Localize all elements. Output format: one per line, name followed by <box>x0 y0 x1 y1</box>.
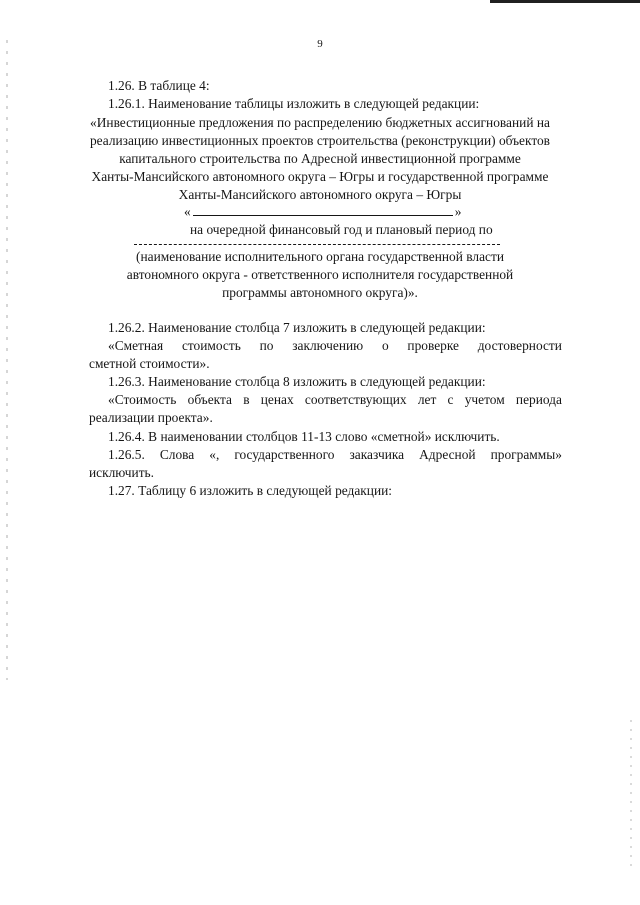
scan-artifact-left <box>6 40 8 680</box>
section-1-26-4-text: 1.26.4. В наименовании столбцов 11-13 слово «сметной» исключить. <box>108 429 500 444</box>
period-line: на очередной финансовый год и плановый период по <box>190 222 493 237</box>
section-1-26-2-quote-line: «Сметная стоимость по заключению о проверке достоверности <box>108 338 562 353</box>
blank-name-field <box>184 204 461 220</box>
section-1-26-3-heading: 1.26.3. Наименование столбца 8 изложить в следующей редакции: <box>108 374 486 389</box>
dashed-blank-rule <box>134 244 500 245</box>
section-1-26-2-heading: 1.26.2. Наименование столбца 7 изложить в следующей редакции: <box>108 320 486 335</box>
blank-open-quote: « <box>184 204 191 219</box>
caption-line-1: (наименование исполнительного органа государственной власти <box>136 249 504 264</box>
blank-rule <box>193 204 453 216</box>
section-1-26-3-quote-end: реализации проекта». <box>89 410 213 425</box>
caption-line-2: автономного округа - ответственного исполнителя государственной <box>126 267 514 282</box>
table-title-line-1: «Инвестиционные предложения по распределению бюджетных ассигнований на <box>90 115 550 130</box>
table-title-line-4: Ханты-Мансийского автономного округа – Югры и государственной программе <box>91 169 549 184</box>
caption-line-3: программы автономного округа)». <box>222 285 418 300</box>
section-1-26-1-heading: 1.26.1. Наименование таблицы изложить в следующей редакции: <box>108 96 480 111</box>
section-1-26-heading: 1.26. В таблице 4: <box>108 78 210 93</box>
table-title-line-3: капитального строительства по Адресной инвестиционной программе <box>119 151 521 166</box>
table-title-line-2: реализацию инвестиционных проектов строительства (реконструкции) объектов <box>89 133 551 148</box>
section-1-27-text: 1.27. Таблицу 6 изложить в следующей редакции: <box>108 483 393 498</box>
section-1-26-5-line: 1.26.5. Слова «, государственного заказчика Адресной программы» <box>108 447 562 462</box>
scan-artifact-right <box>630 720 632 870</box>
section-1-26-2-quote-end: сметной стоимости». <box>89 356 210 371</box>
section-1-26-5-end: исключить. <box>89 465 154 480</box>
corner-mark <box>490 0 640 3</box>
page-number: 9 <box>317 38 323 50</box>
section-1-26-3-quote-line: «Стоимость объекта в ценах соответствующих лет с учетом периода <box>108 392 562 407</box>
blank-close-quote: » <box>454 204 462 219</box>
table-title-line-5: Ханты-Мансийского автономного округа – Югры <box>178 187 462 202</box>
